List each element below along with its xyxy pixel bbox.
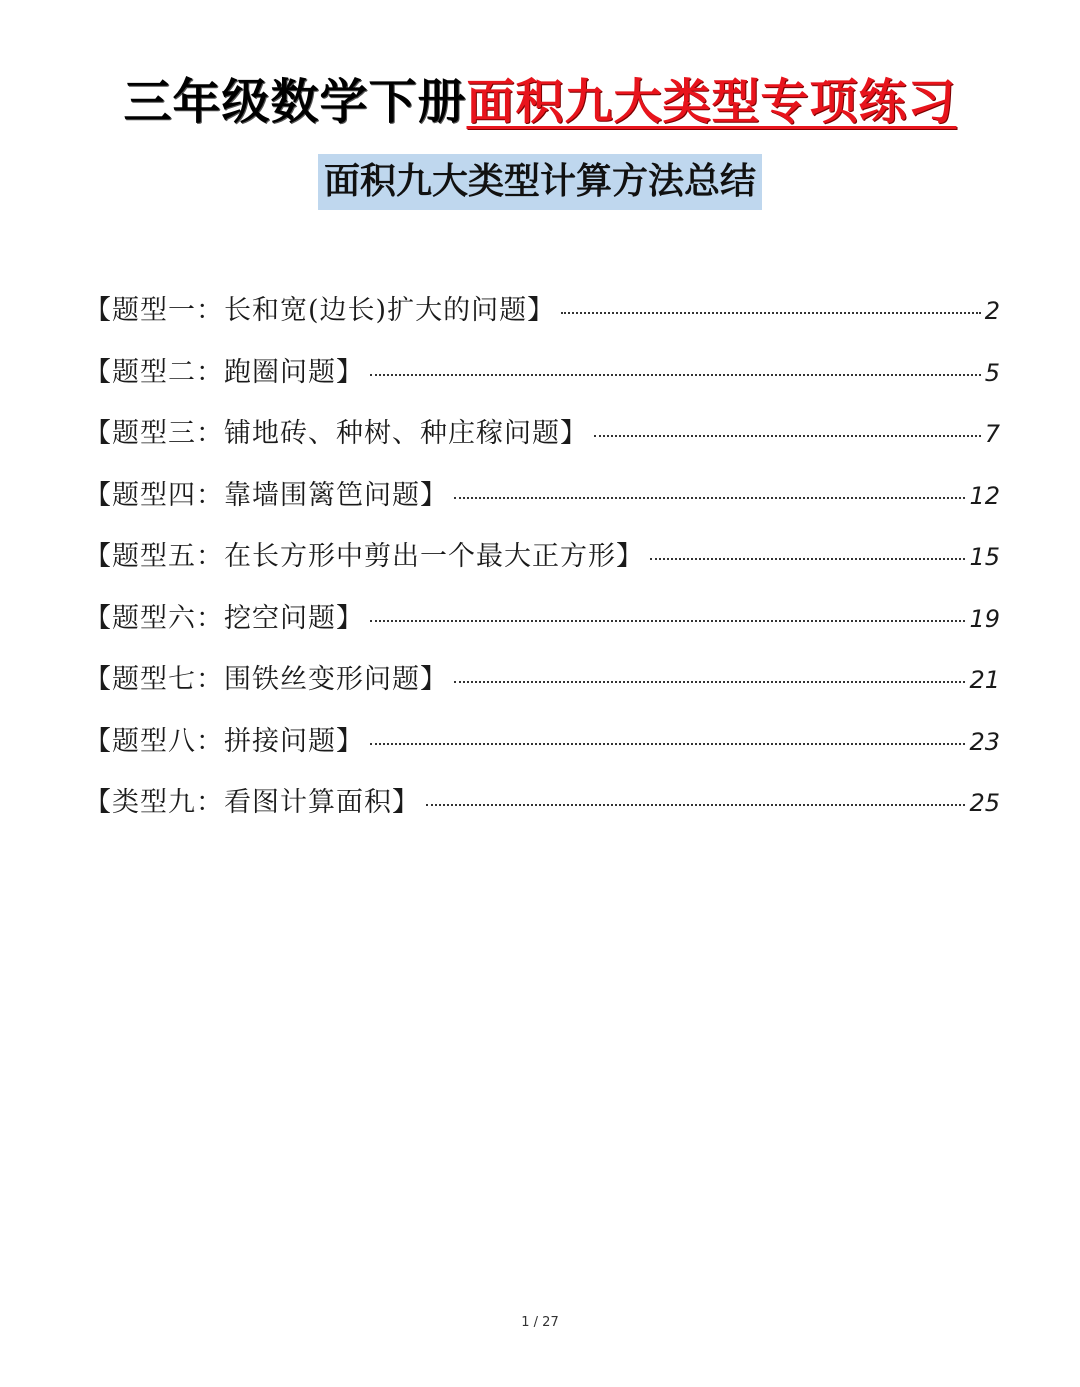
toc-item-page: 2 xyxy=(984,297,1000,325)
toc-item-label: 【题型六：挖空问题】 xyxy=(84,602,364,634)
toc-item-page: 21 xyxy=(969,666,1000,694)
toc-item-label: 【题型七：围铁丝变形问题】 xyxy=(84,664,448,695)
toc-item[interactable] xyxy=(84,596,1000,658)
toc-item-page: 7 xyxy=(984,420,1000,448)
document-subtitle: 面积九大类型计算方法总结 xyxy=(318,154,762,210)
toc-item[interactable] xyxy=(84,411,1000,473)
toc-item-label: 【题型三：铺地砖、种树、种庄稼问题】 xyxy=(84,418,588,449)
toc-item-page: 19 xyxy=(969,604,1000,633)
toc-item[interactable] xyxy=(84,473,1000,535)
toc-leader-dots xyxy=(594,435,981,437)
toc-item[interactable] xyxy=(84,719,1000,781)
toc-item[interactable] xyxy=(84,288,1000,350)
toc-item-label: 【题型一：长和宽(边长)扩大的问题】 xyxy=(84,295,556,326)
toc-item-label: 【题型五：在长方形中剪出一个最大正方形】 xyxy=(84,541,644,572)
toc-leader-dots xyxy=(650,558,965,560)
toc-leader-dots xyxy=(454,497,965,499)
toc-leader-dots xyxy=(370,374,981,376)
toc-item-page: 15 xyxy=(969,543,1000,571)
title-topic-part: 面积九大类型专项练习 xyxy=(466,74,957,130)
toc-leader-dots xyxy=(454,681,965,683)
toc-item-label: 【题型四：靠墙围篱笆问题】 xyxy=(84,479,448,511)
toc-item-label: 【题型二：跑圈问题】 xyxy=(84,356,364,388)
toc-item-page: 23 xyxy=(969,727,1000,756)
toc-item-page: 25 xyxy=(969,789,1000,817)
toc-leader-dots xyxy=(370,620,965,622)
toc-item-page: 12 xyxy=(969,481,1000,510)
toc-leader-dots xyxy=(370,743,965,745)
toc-item[interactable] xyxy=(84,534,1000,596)
document-title xyxy=(0,72,1080,132)
toc-leader-dots xyxy=(426,804,965,806)
toc-item[interactable] xyxy=(84,780,1000,842)
table-of-contents xyxy=(84,288,1000,842)
toc-leader-dots xyxy=(561,312,981,314)
page-indicator: 1 / 27 xyxy=(521,1315,559,1330)
toc-item[interactable] xyxy=(84,350,1000,412)
toc-item-page: 5 xyxy=(984,358,1000,387)
subtitle-container xyxy=(0,154,1080,210)
toc-item[interactable] xyxy=(84,657,1000,719)
title-grade-part: 三年级数学下册 xyxy=(123,74,467,130)
toc-item-label: 【题型八：拼接问题】 xyxy=(84,725,364,757)
toc-item-label: 【类型九：看图计算面积】 xyxy=(84,787,420,818)
